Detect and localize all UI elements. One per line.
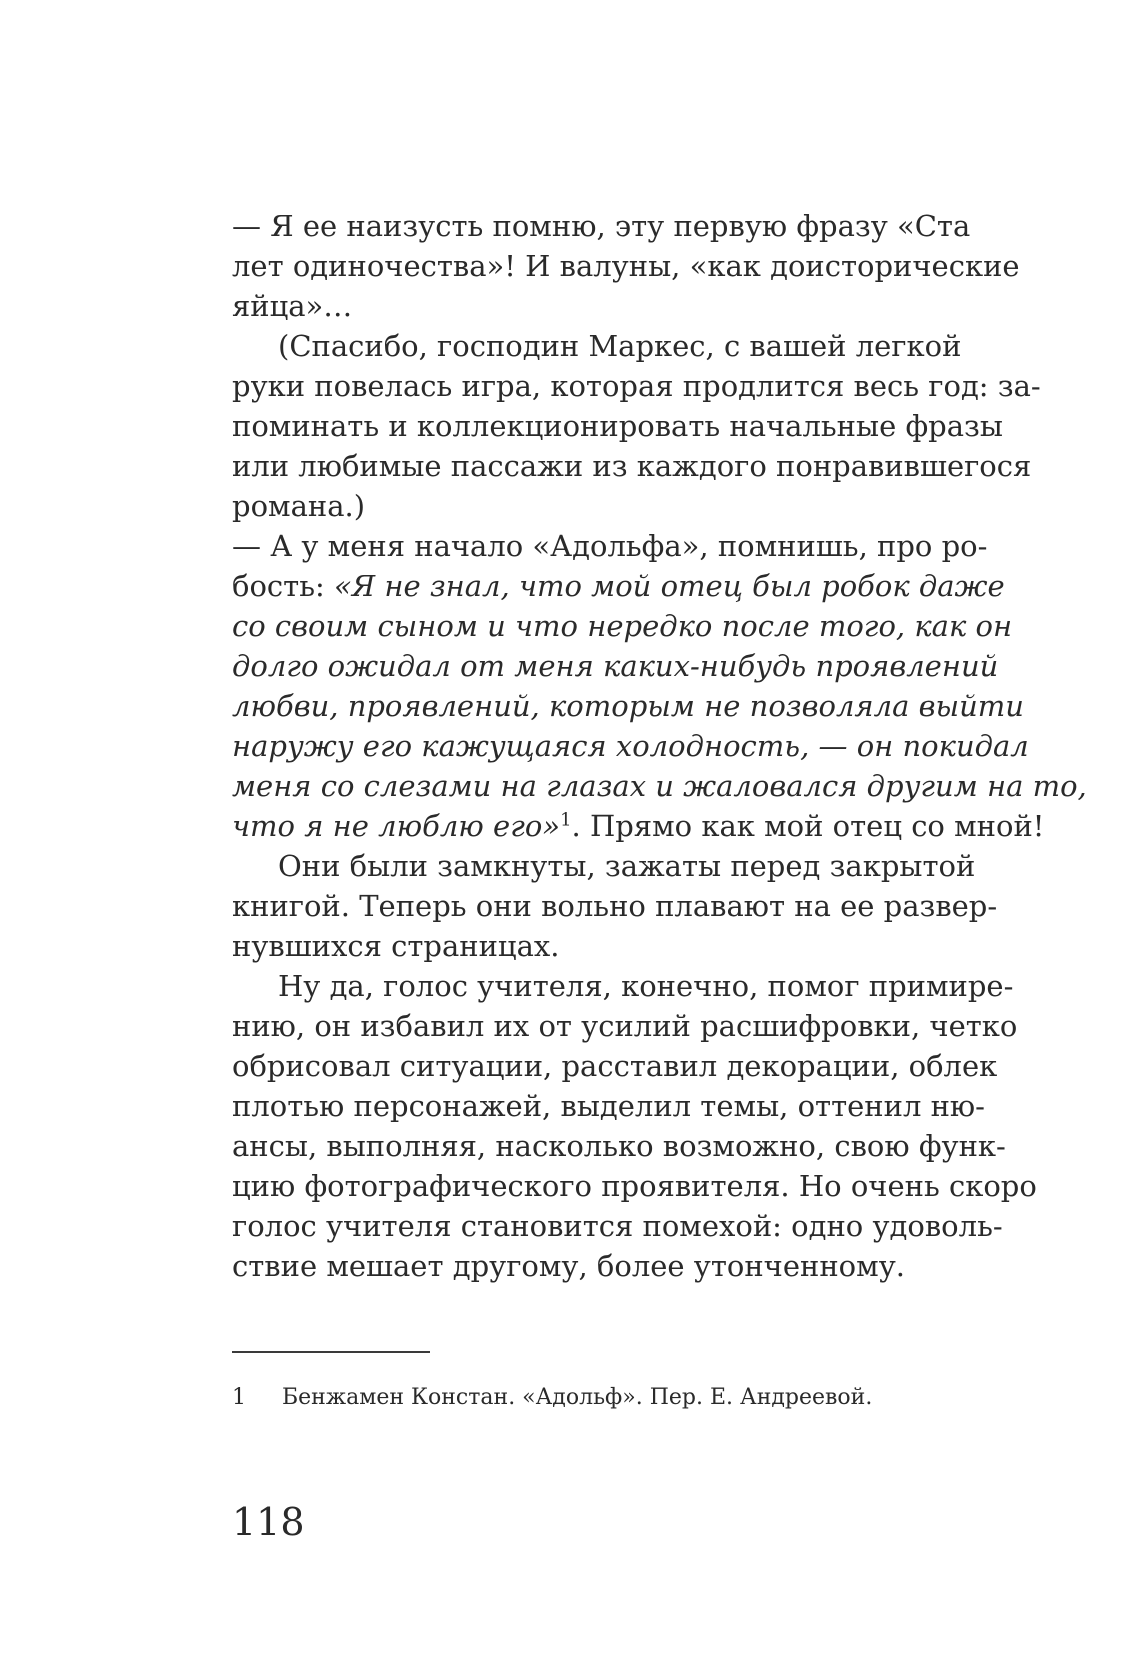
text-line: или любимые пассажи из каждого понравившегося — [232, 449, 1032, 483]
quote-line: любви, проявлений, которым не позволяла выйти — [232, 689, 1024, 723]
text-line: романа.) — [232, 489, 366, 523]
quote-line: со своим сыном и что нередко после того, как он — [232, 609, 1013, 643]
text-line: нувшихся страницах. — [232, 929, 560, 963]
text-line: ствие мешает другому, более утонченному. — [232, 1249, 905, 1283]
text-line — [232, 806, 1045, 846]
quote-line: наружу его кажущаяся холодность, — он покидал — [232, 729, 1029, 763]
text-line: книгой. Теперь они вольно плавают на ее развер- — [232, 889, 998, 923]
text-line: обрисовал ситуации, расставил декорации, облек — [232, 1049, 998, 1083]
text-line: плотью персонажей, выделил темы, оттенил ню- — [232, 1089, 985, 1123]
text-line: яйца»… — [232, 289, 353, 323]
body-text — [232, 206, 1087, 1286]
text-line: Ну да, голос учителя, конечно, помог примире- — [278, 969, 1014, 1003]
text-line: нию, он избавил их от усилий расшифровки, четко — [232, 1009, 1018, 1043]
footnote-text: Бенжамен Констан. «Адольф». Пер. Е. Андреевой. — [282, 1385, 873, 1410]
footnote-number: 1 — [232, 1385, 246, 1410]
text-line: (Спасибо, господин Маркес, с вашей легкой — [278, 329, 962, 363]
text-line — [232, 566, 1005, 606]
text-line: лет одиночества»! И валуны, «как доисторические — [232, 249, 1020, 283]
text-line: — Я ее наизусть помню, эту первую фразу «Ста — [232, 209, 971, 243]
text-line: руки повелась игра, которая продлится весь год: за- — [232, 369, 1041, 403]
footnote-divider — [232, 1351, 430, 1353]
footnote-ref[interactable]: 1 — [560, 809, 572, 831]
text-segment: . Прямо как мой отец со мной! — [571, 809, 1045, 843]
footnote — [232, 1383, 872, 1413]
text-line: ансы, выполняя, насколько возможно, свою функ- — [232, 1129, 1006, 1163]
text-segment: бость: — [232, 569, 334, 603]
text-line: цию фотографического проявителя. Но очень скоро — [232, 1169, 1037, 1203]
page-number: 118 — [232, 1500, 305, 1544]
text-line: поминать и коллекционировать начальные фразы — [232, 409, 1003, 443]
quote-segment: «Я не знал, что мой отец был робок даже — [333, 569, 1005, 603]
quote-segment: что я не люблю его» — [232, 809, 561, 843]
quote-line: долго ожидал от меня каких-нибудь проявлений — [232, 649, 999, 683]
text-line: голос учителя становится помехой: одно удоволь- — [232, 1209, 1003, 1243]
text-line: Они были замкнуты, зажаты перед закрытой — [278, 849, 976, 883]
quote-line: меня со слезами на глазах и жаловался другим на то, — [232, 769, 1087, 803]
text-line: — А у меня начало «Адольфа», помнишь, про ро- — [232, 529, 988, 563]
